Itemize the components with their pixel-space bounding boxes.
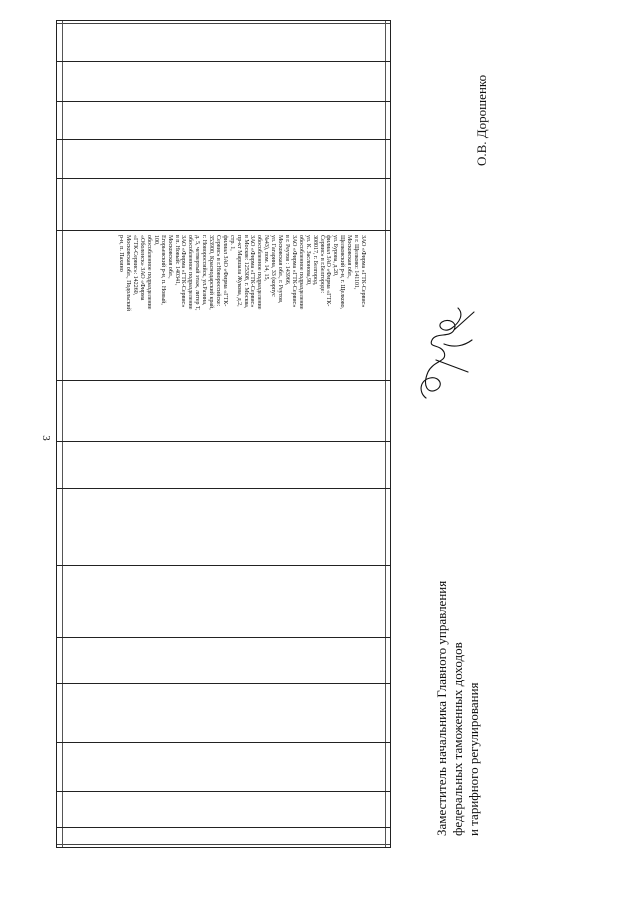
address-line: Егорьевский р-н, п. Новый,: [159, 235, 166, 305]
signature-image: [414, 300, 478, 410]
table-top-edge: [57, 21, 390, 24]
row-divider: [57, 139, 390, 140]
address-line: «Оболенск» ЗАО «Фирма: [139, 235, 145, 301]
address-line: в п. Новый: 140341,: [173, 235, 180, 286]
address-line: стр. 1,: [228, 235, 235, 251]
address-line: ЗАО «Фирма «ГТК-Сервис»: [360, 235, 366, 308]
signatory-title-line3: и тарифного регулирования: [466, 682, 481, 836]
row-divider: [57, 637, 390, 638]
address-line: д. 5, четвертый этаж, литер Т,: [194, 235, 201, 311]
address-line: Московская обл.,: [166, 235, 173, 279]
address-line: обособленное подразделение: [297, 235, 304, 310]
address-line: Щелковский р-н, г. Щелково,: [339, 235, 346, 310]
page-number: 3: [40, 435, 52, 441]
address-line: филиал ЗАО «Фирма «ГТК-: [325, 235, 332, 307]
address-line: Московская обл., Подольский: [125, 235, 132, 311]
row-divider: [57, 101, 390, 102]
address-line: №43), пом. 14, 15,: [263, 235, 270, 281]
row-divider: [57, 488, 390, 489]
signatory-name: О.В. Дорошенко: [474, 74, 489, 166]
table-bottom-edge: [57, 844, 390, 847]
address-line: обособленное подразделение: [187, 235, 194, 310]
row-divider: [57, 178, 390, 179]
address-line: Московская обл.,: [346, 235, 353, 279]
address-line: «ГТК-Сервис»: 142260,: [132, 235, 139, 296]
address-line: Сервис» в г.Новороссийске:: [214, 235, 221, 307]
data-table: [56, 20, 391, 848]
row-divider: [57, 791, 390, 792]
address-text: [61, 235, 366, 375]
address-line: ЗАО «Фирма «ГТК-Сервис»: [290, 235, 297, 308]
signatory-title-line2: федеральных таможенных доходов: [450, 642, 465, 836]
address-line: ул. К. Заслонова,90,: [304, 235, 311, 286]
address-line: г. Новороссийск, ул.Разина,: [201, 235, 208, 306]
row-divider: [57, 683, 390, 684]
address-cell: [57, 231, 390, 379]
address-line: 308017, г. Белгород,: [311, 235, 318, 286]
address-line: обособленное подразделение: [145, 235, 152, 310]
address-line: ЗАО «Фирма «ГТК-Сервис»: [249, 235, 256, 308]
address-line: Сервис» в г.Белгороде:: [318, 235, 325, 293]
row-divider: [57, 827, 390, 828]
address-line: 100,: [152, 235, 159, 246]
row-divider: [57, 380, 390, 381]
address-line: ЗАО «Фирма «ГТК-Сервис»: [180, 235, 187, 308]
address-line: филиал ЗАО «Фирма «ГТК-: [221, 235, 228, 307]
signatory-title-line1: Заместитель начальника Главного управления: [434, 580, 449, 836]
address-line: Московская обл., г. Реутов,: [277, 235, 284, 304]
row-divider: [57, 61, 390, 62]
address-line: в г. Реутов : 143966,: [284, 235, 291, 286]
address-line: пр-кт Маршала Жукова, д.2,: [235, 235, 242, 307]
address-line: ул. Бурова, д.20,: [332, 235, 339, 277]
address-line: в г. Щелково: 141101,: [353, 235, 360, 290]
address-line: 353900, Краснодарский край,: [208, 235, 215, 310]
table-right-grid: [385, 21, 386, 847]
address-line: р-н, п. Пахино: [118, 235, 125, 272]
address-line: обособленное подразделение: [256, 235, 263, 310]
table-left-grid: [62, 21, 63, 847]
row-divider: [57, 565, 390, 566]
address-line: в Москве: 125308, г. Москва,: [242, 235, 249, 309]
row-divider: [57, 441, 390, 442]
row-divider: [57, 742, 390, 743]
address-line: ул. Гагарина, 33 (корпус: [270, 235, 277, 297]
